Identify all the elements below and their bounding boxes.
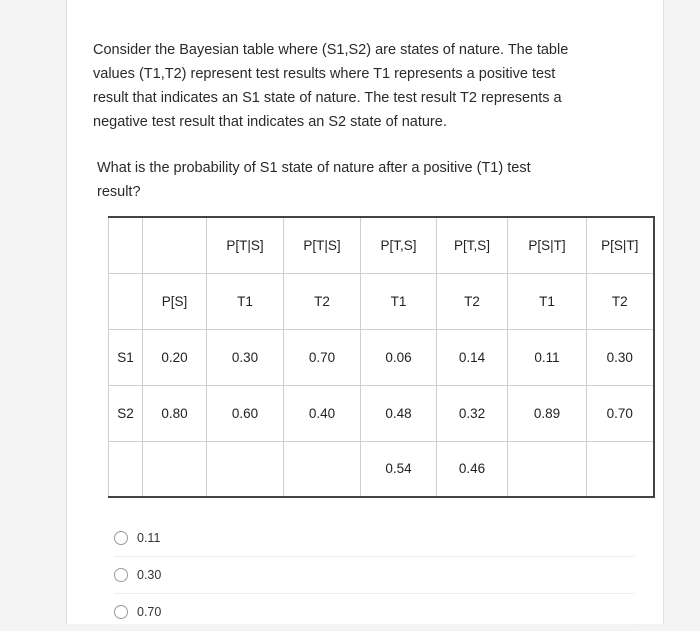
answer-choice[interactable] bbox=[114, 557, 634, 594]
table-cell: 0.11 bbox=[508, 329, 587, 385]
table-row bbox=[109, 385, 654, 441]
table-cell bbox=[207, 441, 284, 497]
question-text bbox=[93, 38, 648, 134]
table-cell: 0.48 bbox=[361, 385, 437, 441]
table-header-cell: T2 bbox=[437, 273, 508, 329]
radio-button[interactable] bbox=[114, 531, 128, 545]
table-header-cell: T1 bbox=[207, 273, 284, 329]
prompt-line: result? bbox=[97, 184, 141, 200]
question-line: Consider the Bayesian table where (S1,S2) are states of nature. The table bbox=[93, 42, 569, 58]
table-cell: 0.40 bbox=[284, 385, 361, 441]
table-header-cell: P[S] bbox=[143, 273, 207, 329]
table-subheader-row bbox=[109, 273, 654, 329]
table-header-cell: T2 bbox=[284, 273, 361, 329]
table-cell bbox=[109, 217, 143, 273]
question-line: result that indicates an S1 state of nature. The test result T2 represents a bbox=[93, 90, 562, 106]
table-header-cell: P[T,S] bbox=[361, 217, 437, 273]
table-header-cell: T1 bbox=[508, 273, 587, 329]
table-header-row bbox=[109, 217, 654, 273]
prompt-line: What is the probability of S1 state of nature after a positive (T1) test bbox=[97, 160, 531, 176]
table-cell: 0.80 bbox=[143, 385, 207, 441]
answer-choices bbox=[114, 520, 634, 631]
table-header-cell: T2 bbox=[587, 273, 654, 329]
table-cell: 0.32 bbox=[437, 385, 508, 441]
radio-button[interactable] bbox=[114, 568, 128, 582]
table-cell: 0.30 bbox=[587, 329, 654, 385]
table-cell: 0.30 bbox=[207, 329, 284, 385]
table-header-cell: P[T|S] bbox=[207, 217, 284, 273]
table-header-cell: P[T|S] bbox=[284, 217, 361, 273]
table-header-cell: T1 bbox=[361, 273, 437, 329]
table-cell: 0.70 bbox=[587, 385, 654, 441]
table-cell: 0.54 bbox=[361, 441, 437, 497]
table-header-cell: P[T,S] bbox=[437, 217, 508, 273]
table-cell: 0.14 bbox=[437, 329, 508, 385]
table-cell bbox=[143, 217, 207, 273]
table-cell: 0.60 bbox=[207, 385, 284, 441]
table-cell: S2 bbox=[109, 385, 143, 441]
table-cell: S1 bbox=[109, 329, 143, 385]
table-cell bbox=[109, 441, 143, 497]
answer-choice[interactable] bbox=[114, 594, 634, 631]
table-cell bbox=[109, 273, 143, 329]
table-cell bbox=[143, 441, 207, 497]
table-cell bbox=[284, 441, 361, 497]
table-cell bbox=[508, 441, 587, 497]
question-prompt bbox=[97, 156, 617, 204]
radio-button[interactable] bbox=[114, 605, 128, 619]
table-cell: 0.20 bbox=[143, 329, 207, 385]
choice-label[interactable]: 0.30 bbox=[137, 568, 162, 582]
table-cell: 0.89 bbox=[508, 385, 587, 441]
question-line: values (T1,T2) represent test results where T1 represents a positive test bbox=[93, 66, 556, 82]
table-cell: 0.70 bbox=[284, 329, 361, 385]
choice-label[interactable]: 0.70 bbox=[137, 605, 162, 619]
table-cell bbox=[587, 441, 654, 497]
table-cell: 0.06 bbox=[361, 329, 437, 385]
table-cell: 0.46 bbox=[437, 441, 508, 497]
table-row bbox=[109, 441, 654, 497]
answer-choice[interactable] bbox=[114, 520, 634, 557]
bayesian-table bbox=[108, 216, 655, 498]
table-header-cell: P[S|T] bbox=[587, 217, 654, 273]
table-row bbox=[109, 329, 654, 385]
choice-label[interactable]: 0.11 bbox=[137, 531, 161, 545]
question-line: negative test result that indicates an S2 state of nature. bbox=[93, 114, 447, 130]
table-header-cell: P[S|T] bbox=[508, 217, 587, 273]
